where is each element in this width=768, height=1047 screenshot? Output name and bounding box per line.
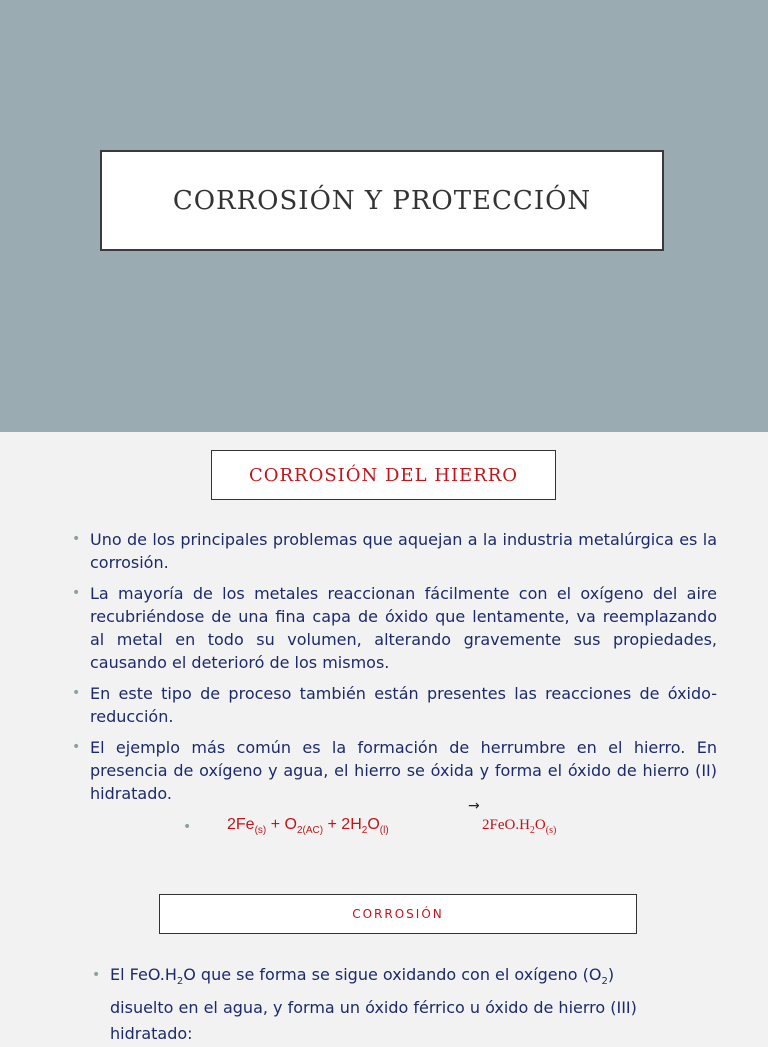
bullet-icon: •: [72, 585, 81, 601]
bullet-icon: •: [183, 819, 192, 835]
bullet-icon: •: [72, 531, 81, 547]
bullet-text: La mayoría de los metales reaccionan fácilmente con el oxígeno del aire recubriéndose de una fina capa de óxido que lentamente, va reemplazando al metal en todo su volumen, alterando gravemente sus propiedades, causando el deterioró de los mismos.: [90, 584, 717, 672]
bullet-icon: •: [72, 739, 81, 755]
bullet-list: [72, 528, 717, 813]
equation-reactants: $2Fe_{(s)} + O_{2(AC)} + 2H_2O_{(l)}$: [227, 816, 389, 837]
section-heading-box: [211, 450, 556, 500]
bullet-item: [72, 682, 717, 728]
slide-title: CORROSIÓN Y PROTECCIÓN: [172, 185, 592, 216]
bullet-icon: •: [92, 967, 101, 983]
chemical-equation: [0, 798, 768, 854]
equation-products: $2FeO.H_2O_{(s)}$: [482, 817, 557, 836]
bullet-list-2: [92, 962, 682, 1047]
bullet-text: Uno de los principales problemas que aquejan a la industria metalúrgica es la corrosión.: [90, 530, 717, 572]
section-heading-2: CORROSIÓN: [352, 907, 444, 921]
bullet-text: En este tipo de proceso también están presentes las reacciones de óxido-reducción.: [90, 684, 717, 726]
bullet-text: El ejemplo más común es la formación de herrumbre en el hierro. En presencia de oxígeno y agua, el hierro se óxida y forma el óxido de hierro (II) hidratado.: [90, 738, 717, 803]
bullet-icon: •: [72, 685, 81, 701]
content-slide: [0, 432, 768, 1044]
title-slide: [0, 0, 768, 432]
section-heading: CORROSIÓN DEL HIERRO: [248, 464, 519, 486]
arrow-icon: →: [468, 798, 480, 814]
bullet-item: [72, 582, 717, 674]
bullet-item: • El $FeO.H_2O$ que se forma se sigue oxidando con el oxígeno $(O_2)$ disuelto en el agua, y forma un óxido férrico u óxido de hierro (III) hidratado:: [92, 962, 682, 1047]
title-box: [100, 150, 664, 251]
bullet-item: [72, 736, 717, 805]
section-heading-box-2: [159, 894, 637, 934]
bullet-item: [72, 528, 717, 574]
